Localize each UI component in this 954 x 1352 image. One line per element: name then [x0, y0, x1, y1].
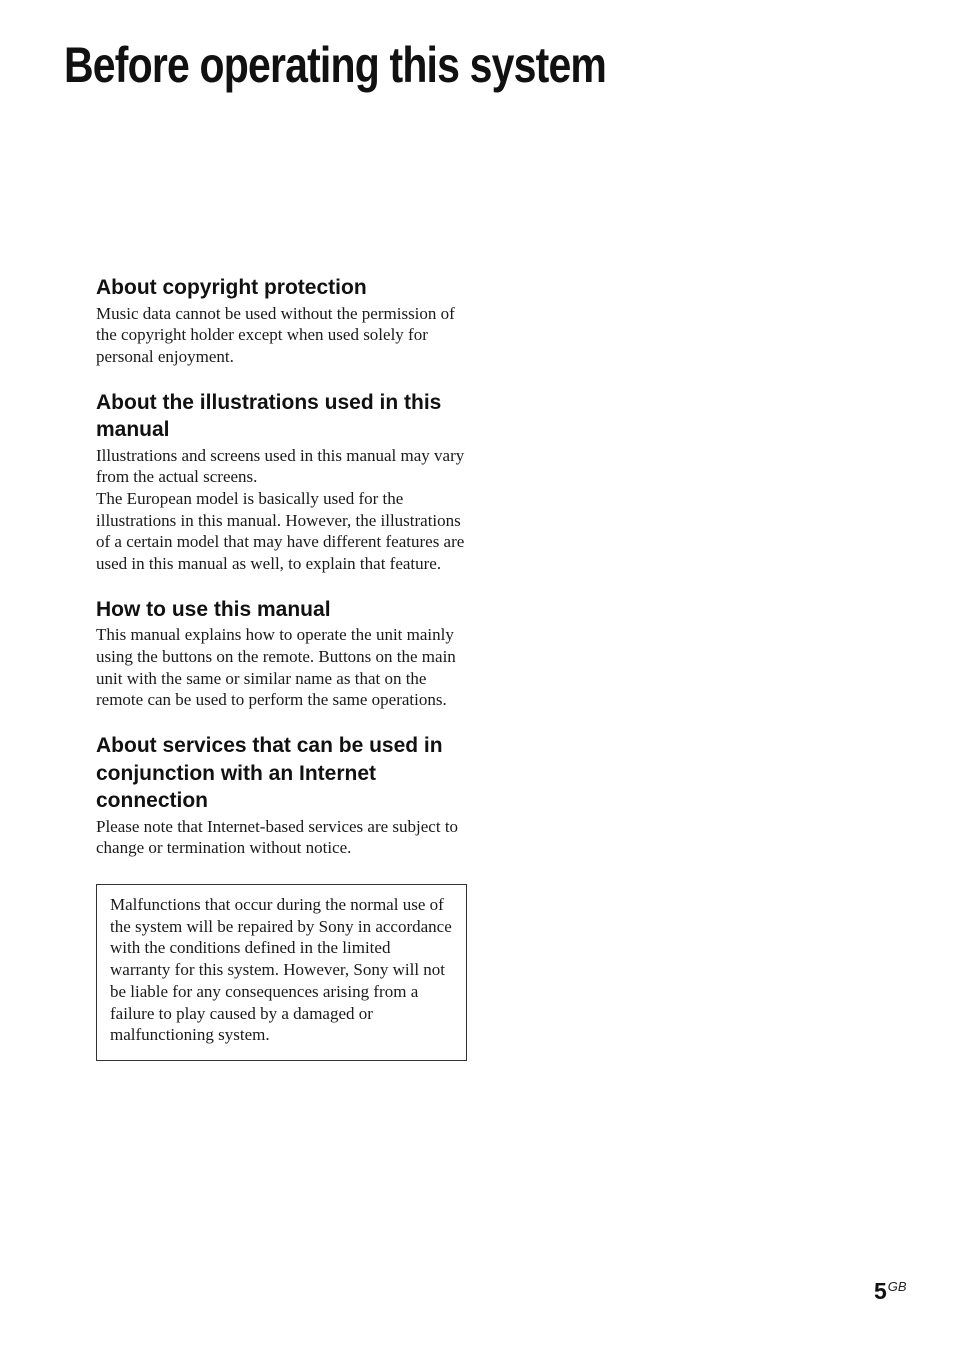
malfunction-notice-box — [96, 884, 467, 1061]
section-body: Illustrations and screens used in this manual may vary from the actual screens. The European model is basically used for the illustrations in this manual. However, the illustrations of a certain model that may have different features are used in this manual as well, to explain that feature. — [96, 445, 465, 574]
section-body: Please note that Internet-based services are subject to change or termination without notice. — [96, 816, 459, 858]
section-how-to-use — [96, 596, 468, 711]
section-heading: About the illustrations used in this manual — [96, 390, 442, 442]
section-body: Music data cannot be used without the permission of the copyright holder except when used solely for personal enjoyment. — [96, 303, 455, 366]
notice-text: Malfunctions that occur during the normal use of the system will be repaired by Sony in accordance with the conditions defined in the limited warranty for this system. However, Sony will not be liable for any consequences arising from a failure to play caused by a damaged or malfunctioning system. — [110, 895, 452, 1045]
section-copyright-protection — [96, 274, 468, 368]
page-number-value: 5 — [874, 1278, 887, 1304]
section-heading: About copyright protection — [96, 276, 367, 299]
content-column — [96, 274, 468, 1061]
page-number — [874, 1278, 907, 1305]
section-body: This manual explains how to operate the unit mainly using the buttons on the remote. Buttons on the main unit with the same or similar name as that on the remote can be used to perform the same operations. — [96, 625, 456, 710]
section-heading: How to use this manual — [96, 597, 331, 621]
section-illustrations — [96, 389, 468, 575]
section-heading: About services that can be used in conjunction with an Internet connection — [96, 734, 443, 813]
section-internet-services — [96, 732, 468, 859]
page-title: Before operating this system — [64, 37, 607, 93]
page-number-suffix: GB — [887, 1279, 907, 1294]
